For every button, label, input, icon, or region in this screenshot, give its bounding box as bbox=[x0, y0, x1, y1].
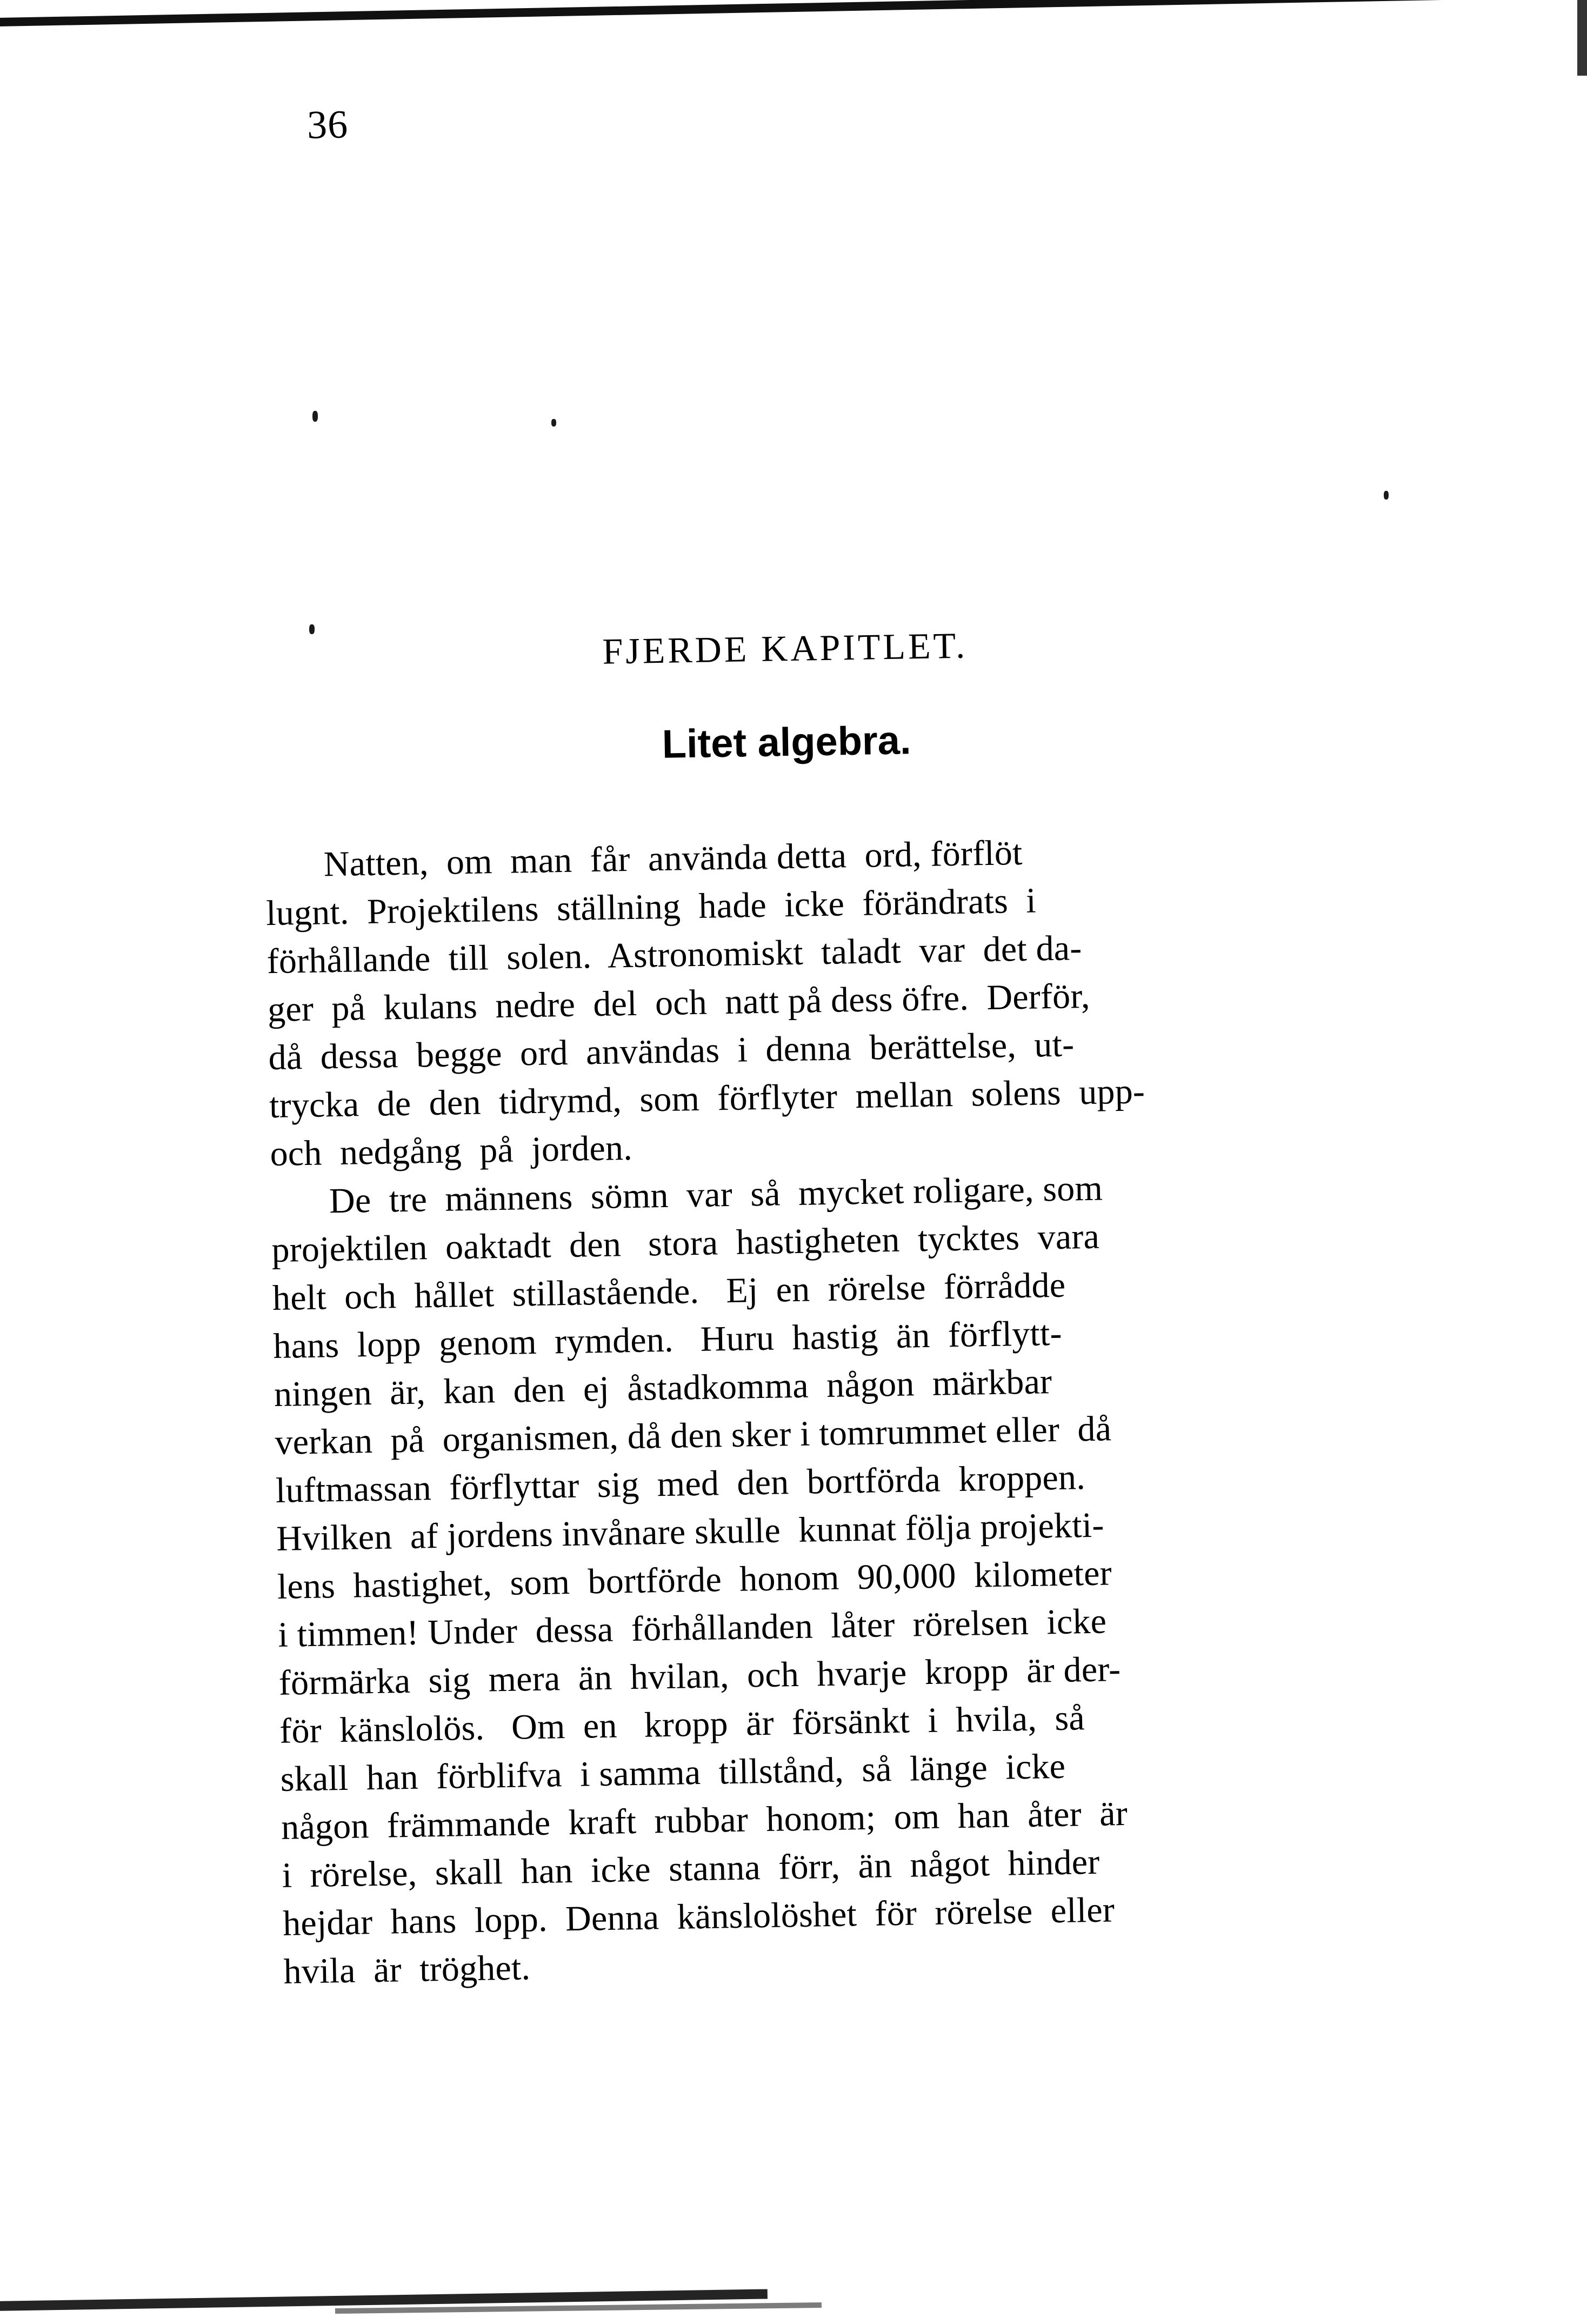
text-line: luftmassan förflyttar sig med den bortförda kroppen. bbox=[275, 1457, 1086, 1510]
text-line: projektilen oaktadt den stora hastigheten tycktes vara bbox=[271, 1216, 1100, 1270]
page-number: 36 bbox=[306, 102, 349, 148]
text-line: för känslolös. Om en kropp är försänkt i hvila, så bbox=[279, 1698, 1085, 1751]
text-line: i rörelse, skall han icke stanna förr, än något hinder bbox=[282, 1842, 1100, 1895]
text-line: verkan på organismen, då den sker i tomrummet eller då bbox=[274, 1409, 1112, 1462]
text-line: Natten, om man får använda detta ord, förflöt bbox=[323, 833, 1023, 884]
text-line: hejdar hans lopp. Denna känslolöshet för rörelse eller bbox=[282, 1890, 1115, 1943]
text-line: förmärka sig mera än hvilan, och hvarje kropp är der- bbox=[278, 1649, 1121, 1703]
text-line: lugnt. Projektilens ställning hade icke förändrats i bbox=[265, 881, 1037, 934]
text-line: skall han förblifva i samma tillstånd, så länge icke bbox=[280, 1746, 1066, 1799]
paragraph bbox=[270, 1160, 1370, 1996]
paragraph bbox=[265, 823, 1357, 1178]
text-line: trycka de den tidrymd, som förflyter mellan solens upp- bbox=[269, 1071, 1145, 1126]
text-line: och nedgång på jorden. bbox=[270, 1128, 633, 1174]
text-line: ningen är, kan den ej åstadkomma någon märkbar bbox=[274, 1362, 1052, 1414]
text-line: helt och hållet stillastående. Ej en rörelse förrådde bbox=[272, 1265, 1066, 1319]
text-line: De tre männens sömn var så mycket roligare, som bbox=[329, 1168, 1103, 1221]
text-line: ger på kulans nedre del och natt på dess öfre. Derför, bbox=[267, 976, 1091, 1030]
text-line: hans lopp genom rymden. Huru hastig än förflytt- bbox=[272, 1313, 1063, 1366]
text-line: någon främmande kraft rubbar honom; om han åter är bbox=[281, 1793, 1128, 1847]
text-line: lens hastighet, som bortförde honom 90,000 kilometer bbox=[277, 1553, 1112, 1607]
text-line: Hvilken af jordens invånare skulle kunnat följa projekti- bbox=[276, 1505, 1104, 1559]
text-line: hvila är tröghet. bbox=[283, 1948, 531, 1992]
scan-edge-right-artifact bbox=[1577, 0, 1587, 76]
text-line: förhållande till solen. Astronomiskt taladt var det da- bbox=[266, 928, 1082, 982]
text-line: i timmen! Under dessa förhållanden låter rörelsen icke bbox=[277, 1601, 1107, 1655]
page-title: Litet algebra. bbox=[662, 717, 912, 767]
body-text bbox=[265, 823, 1370, 1996]
chapter-label: FJERDE KAPITLET. bbox=[602, 624, 968, 672]
text-line: då dessa begge ord användas i denna berättelse, ut- bbox=[268, 1024, 1075, 1078]
